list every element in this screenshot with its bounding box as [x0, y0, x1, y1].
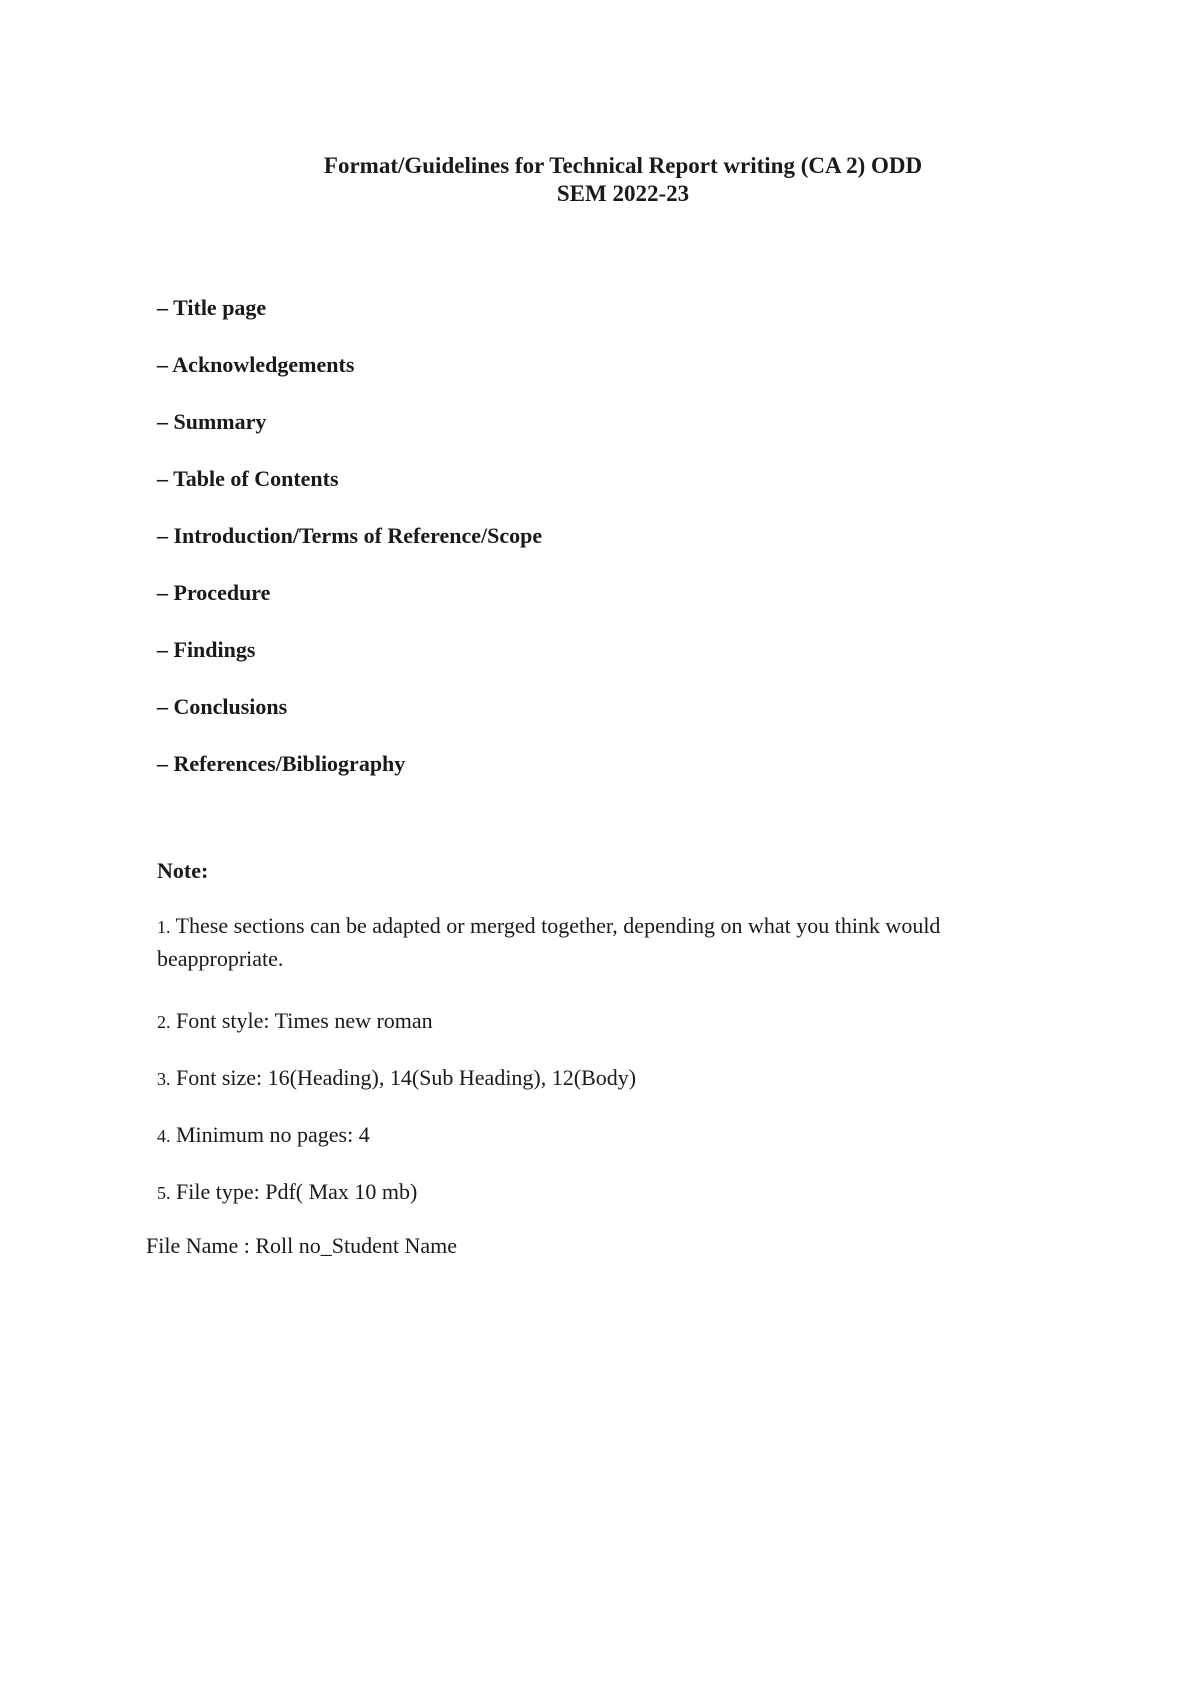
note-item-4	[157, 1119, 370, 1152]
section-conclusions: – Conclusions	[157, 694, 288, 719]
note-item-1	[157, 910, 977, 975]
note-text: Font style: Times new roman	[170, 1008, 433, 1033]
note-number: 5.	[157, 1183, 171, 1203]
note-text: Minimum no pages: 4	[170, 1122, 370, 1147]
note-number: 2.	[157, 1012, 171, 1032]
note-number: 4.	[157, 1126, 171, 1146]
note-item-2	[157, 1005, 433, 1038]
section-summary: – Summary	[157, 409, 267, 434]
document-title-line-1: Format/Guidelines for Technical Report writing (CA 2) ODD	[323, 153, 923, 178]
note-number: 1.	[157, 917, 171, 937]
section-title-page: – Title page	[157, 295, 267, 320]
document-title-line-2: SEM 2022-23	[556, 181, 690, 206]
note-item-3	[157, 1062, 636, 1095]
section-table-of-contents: – Table of Contents	[157, 466, 339, 491]
note-number: 3.	[157, 1069, 171, 1089]
note-item-5	[157, 1176, 417, 1209]
section-findings: – Findings	[157, 637, 256, 662]
note-heading: Note:	[157, 858, 209, 883]
section-references: – References/Bibliography	[157, 751, 406, 776]
file-name-instruction: File Name : Roll no_Student Name	[146, 1233, 458, 1258]
note-text: File type: Pdf( Max 10 mb)	[170, 1179, 418, 1204]
section-introduction: – Introduction/Terms of Reference/Scope	[157, 523, 543, 548]
section-acknowledgements: – Acknowledgements	[157, 352, 355, 377]
note-text: These sections can be adapted or merged together, depending on what you think would beappropriate.	[157, 913, 941, 971]
note-text: Font size: 16(Heading), 14(Sub Heading), 12(Body)	[170, 1065, 637, 1090]
section-procedure: – Procedure	[157, 580, 271, 605]
